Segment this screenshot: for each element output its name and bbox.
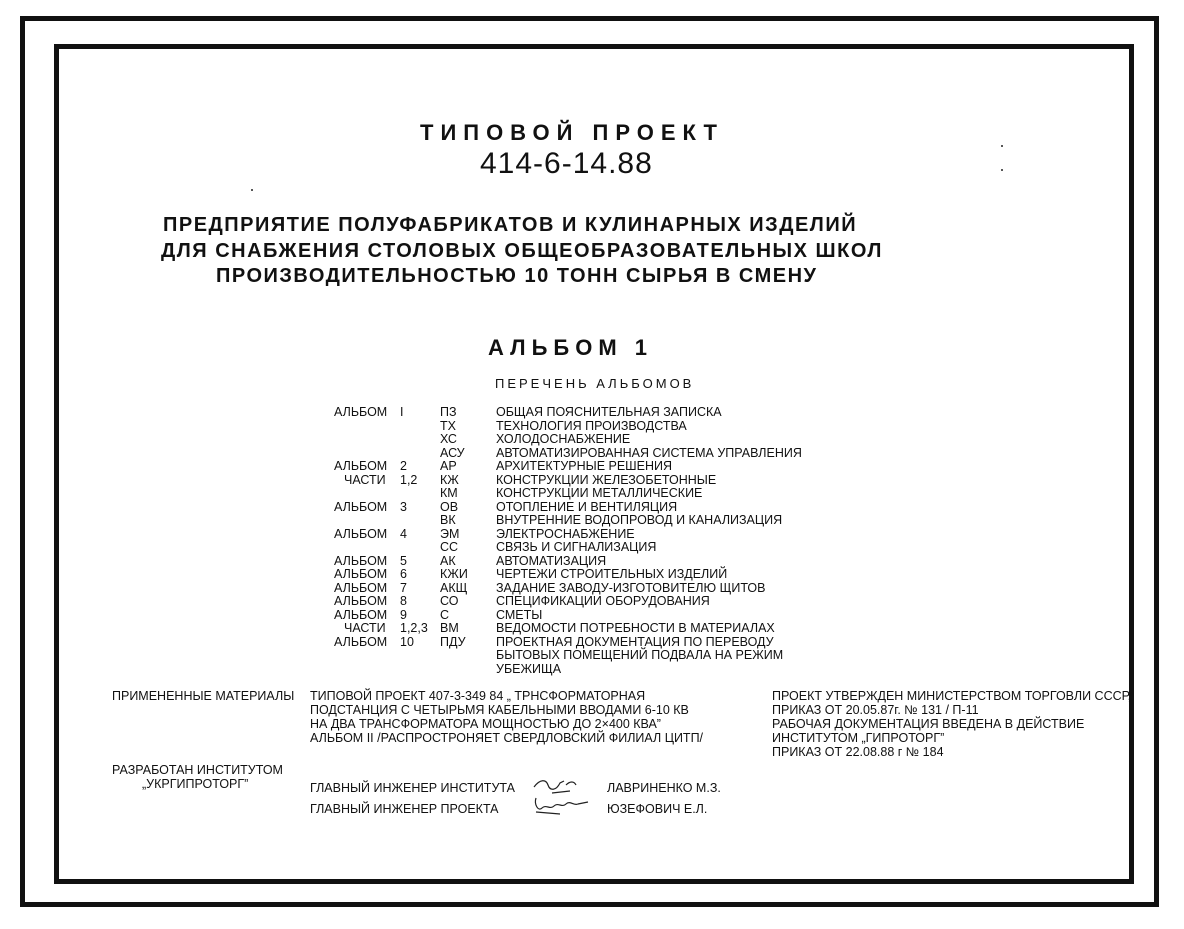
- signature-role-2: ГЛАВНЫЙ ИНЖЕНЕР ПРОЕКТА: [310, 802, 499, 816]
- album-list-row: [334, 555, 834, 569]
- album-description: СПЕЦИФИКАЦИИ ОБОРУДОВАНИЯ: [496, 594, 710, 608]
- developer-line-1: РАЗРАБОТАН ИНСТИТУТОМ: [112, 763, 283, 777]
- album-description: ВНУТРЕННИЕ ВОДОПРОВОД И КАНАЛИЗАЦИЯ: [496, 513, 783, 527]
- album-description: КОНСТРУКЦИИ ЖЕЛЕЗОБЕТОННЫЕ: [496, 472, 717, 487]
- album-number-cell: 10: [400, 634, 414, 649]
- album-description: СМЕТЫ: [496, 607, 543, 622]
- album-description: ОТОПЛЕНИЕ И ВЕНТИЛЯЦИЯ: [496, 499, 678, 514]
- album-list-row: [334, 622, 834, 636]
- album-number: АЛЬБОМ 1: [488, 335, 654, 360]
- project-code: 414-6-14.88: [480, 147, 653, 180]
- album-label: ЧАСТИ: [344, 621, 386, 635]
- album-description: ПРОЕКТНАЯ ДОКУМЕНТАЦИЯ ПО ПЕРЕВОДУ: [496, 634, 774, 649]
- album-code: АКЩ: [440, 580, 468, 595]
- album-code: АР: [440, 459, 457, 473]
- materials-line-2: ПОДСТАНЦИЯ С ЧЕТЫРЬМЯ КАБЕЛЬНЫМИ ВВОДАМИ 6-10 КВ: [310, 703, 689, 717]
- album-code: АСУ: [440, 445, 465, 460]
- approval-line-1: ПРОЕКТ УТВЕРЖДЕН МИНИСТЕРСТВОМ ТОРГОВЛИ СССР,: [772, 689, 1132, 703]
- album-code: СО: [440, 594, 459, 608]
- approval-line-2: ПРИКАЗ ОТ 20.05.87г. № 131 / П-11: [772, 703, 979, 717]
- album-description: КОНСТРУКЦИИ МЕТАЛЛИЧЕСКИЕ: [496, 486, 703, 500]
- album-number-cell: 9: [400, 607, 407, 622]
- album-label: АЛЬБОМ: [334, 405, 388, 419]
- albums-list-title: ПЕРЕЧЕНЬ АЛЬБОМОВ: [495, 376, 695, 391]
- album-code: С: [440, 607, 450, 622]
- album-label: АЛЬБОМ: [334, 459, 388, 473]
- doc-type-title: ТИПОВОЙ ПРОЕКТ: [420, 120, 724, 145]
- materials-line-1: ТИПОВОЙ ПРОЕКТ 407-3-349 84 „ ТРНСФОРМАТОРНАЯ: [310, 689, 646, 703]
- album-list-row: [334, 474, 834, 488]
- album-label: АЛЬБОМ: [334, 526, 388, 541]
- album-list-row: [334, 528, 834, 542]
- album-code: КЖ: [440, 472, 459, 487]
- album-label: АЛЬБОМ: [334, 607, 388, 622]
- album-list-row: [334, 595, 834, 609]
- album-list-row: [334, 541, 834, 555]
- album-code: ПЗ: [440, 405, 457, 419]
- album-code: ТХ: [440, 418, 456, 433]
- album-number-cell: I: [400, 405, 404, 419]
- album-number-cell: 4: [400, 526, 407, 541]
- album-list-row: [334, 663, 834, 677]
- signature-name-2: ЮЗЕФОВИЧ Е.Л.: [607, 802, 708, 816]
- album-number-cell: 1,2,3: [400, 621, 428, 635]
- album-number-cell: 1,2: [400, 472, 418, 487]
- subtitle-line-1: ПРЕДПРИЯТИЕ ПОЛУФАБРИКАТОВ И КУЛИНАРНЫХ ИЗДЕЛИЙ: [163, 214, 858, 236]
- album-label: АЛЬБОМ: [334, 567, 388, 581]
- album-list-row: [334, 582, 834, 596]
- album-list-row: [334, 649, 834, 663]
- album-label: АЛЬБОМ: [334, 553, 388, 568]
- album-code: АК: [440, 553, 456, 568]
- album-description: ЗАДАНИЕ ЗАВОДУ-ИЗГОТОВИТЕЛЮ ЩИТОВ: [496, 580, 766, 595]
- developer-line-2: „УКРГИПРОТОРГ”: [142, 777, 249, 791]
- album-code: ЭМ: [440, 526, 460, 541]
- album-list-row: [334, 636, 834, 650]
- album-list-row: [334, 406, 834, 420]
- album-label: АЛЬБОМ: [334, 634, 388, 649]
- materials-line-4: АЛЬБОМ II /РАСПРОСТРОНЯЕТ СВЕРДЛОВСКИЙ ФИЛИАЛ ЦИТП/: [310, 731, 704, 745]
- album-list-row: [334, 420, 834, 434]
- album-list-row: [334, 514, 834, 528]
- materials-label: ПРИМЕНЕННЫЕ МАТЕРИАЛЫ: [112, 689, 295, 703]
- approval-line-3: РАБОЧАЯ ДОКУМЕНТАЦИЯ ВВЕДЕНА В ДЕЙСТВИЕ: [772, 717, 1085, 731]
- album-number-cell: 2: [400, 459, 407, 473]
- album-description: ЭЛЕКТРОСНАБЖЕНИЕ: [496, 526, 635, 541]
- album-description: АВТОМАТИЗАЦИЯ: [496, 553, 607, 568]
- album-number-cell: 6: [400, 567, 407, 581]
- album-description: ВЕДОМОСТИ ПОТРЕБНОСТИ В МАТЕРИАЛАХ: [496, 621, 775, 635]
- speck: [251, 189, 253, 191]
- speck: [1001, 145, 1003, 147]
- speck: [1001, 169, 1003, 171]
- album-description: ЧЕРТЕЖИ СТРОИТЕЛЬНЫХ ИЗДЕЛИЙ: [496, 567, 728, 581]
- album-description: ОБЩАЯ ПОЯСНИТЕЛЬНАЯ ЗАПИСКА: [496, 405, 722, 419]
- album-list-row: [334, 609, 834, 623]
- album-number-cell: 5: [400, 553, 407, 568]
- album-label: ЧАСТИ: [344, 472, 386, 487]
- album-label: АЛЬБОМ: [334, 580, 388, 595]
- album-code: ВМ: [440, 621, 459, 635]
- album-list-row: [334, 568, 834, 582]
- album-code: КЖИ: [440, 567, 468, 581]
- album-description: АВТОМАТИЗИРОВАННАЯ СИСТЕМА УПРАВЛЕНИЯ: [496, 445, 802, 460]
- signature-2-image: [530, 794, 600, 821]
- album-list-row: [334, 460, 834, 474]
- signature-name-1: ЛАВРИНЕНКО М.З.: [607, 781, 721, 795]
- approval-line-5: ПРИКАЗ ОТ 22.08.88 г № 184: [772, 745, 944, 759]
- album-code: ОВ: [440, 499, 459, 514]
- album-code: ВК: [440, 513, 456, 527]
- album-list-row: [334, 487, 834, 501]
- album-label: АЛЬБОМ: [334, 499, 388, 514]
- album-code: КМ: [440, 486, 458, 500]
- album-number-cell: 7: [400, 580, 407, 595]
- album-description: СВЯЗЬ И СИГНАЛИЗАЦИЯ: [496, 540, 657, 554]
- materials-line-3: НА ДВА ТРАНСФОРМАТОРА МОЩНОСТЬЮ ДО 2×400 КВА”: [310, 717, 661, 731]
- album-list-row: [334, 501, 834, 515]
- albums-list: [334, 406, 834, 678]
- album-description: ТЕХНОЛОГИЯ ПРОИЗВОДСТВА: [496, 418, 687, 433]
- album-description: АРХИТЕКТУРНЫЕ РЕШЕНИЯ: [496, 459, 673, 473]
- album-description: УБЕЖИЩА: [496, 661, 562, 676]
- album-list-row: [334, 433, 834, 447]
- subtitle-line-2: ДЛЯ СНАБЖЕНИЯ СТОЛОВЫХ ОБЩЕОБРАЗОВАТЕЛЬНЫХ ШКОЛ: [161, 240, 883, 262]
- album-description: ХОЛОДОСНАБЖЕНИЕ: [496, 432, 631, 446]
- album-code: ХС: [440, 432, 457, 446]
- album-number-cell: 8: [400, 594, 407, 608]
- subtitle-line-3: ПРОИЗВОДИТЕЛЬНОСТЬЮ 10 ТОНН СЫРЬЯ В СМЕНУ: [216, 265, 818, 287]
- album-code: СС: [440, 540, 459, 554]
- signature-role-1: ГЛАВНЫЙ ИНЖЕНЕР ИНСТИТУТА: [310, 781, 515, 795]
- approval-line-4: ИНСТИТУТОМ „ГИПРОТОРГ”: [772, 731, 945, 745]
- album-list-row: [334, 447, 834, 461]
- album-description: БЫТОВЫХ ПОМЕЩЕНИЙ ПОДВАЛА НА РЕЖИМ: [496, 648, 784, 662]
- album-label: АЛЬБОМ: [334, 594, 388, 608]
- album-number-cell: 3: [400, 499, 407, 514]
- album-code: ПДУ: [440, 634, 466, 649]
